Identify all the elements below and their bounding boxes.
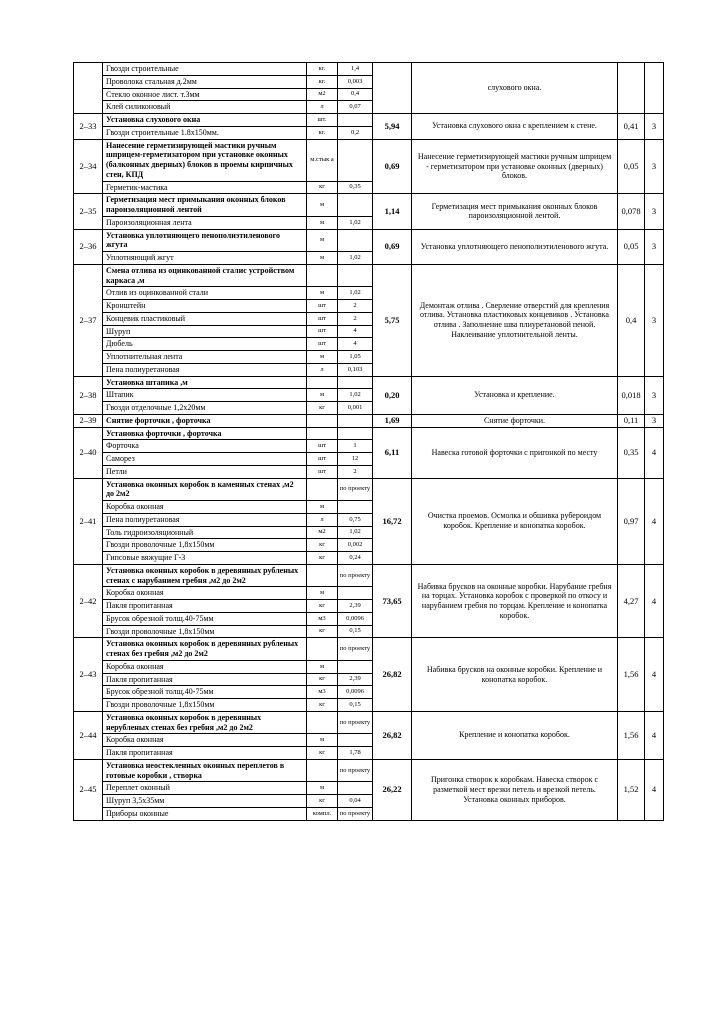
table-row (74, 376, 664, 389)
work-description: Установка и крепление. (412, 376, 618, 414)
unit-price: 16,72 (373, 478, 412, 564)
unit: шт. (307, 114, 338, 127)
material-name: Толь гидроизоляционный (103, 526, 307, 539)
material-name: Переплет оконный (103, 782, 307, 795)
unit: шт (307, 338, 338, 351)
unit: кг (307, 600, 338, 613)
quantity: 1,78 (338, 747, 373, 760)
table-row (74, 564, 664, 587)
material-name: Шуруп (103, 325, 307, 338)
work-title: Установка оконных коробок в деревянных рубленых стенах без гребня ,м2 до 2м2 (103, 638, 307, 661)
unit (307, 759, 338, 782)
quantity: по проекту (338, 711, 373, 734)
work-grade (645, 63, 664, 114)
unit-price (373, 63, 412, 114)
unit: кг (307, 539, 338, 552)
unit (307, 711, 338, 734)
material-name: Концевик пластиковый (103, 312, 307, 325)
work-title: Установка оконных коробок в деревянных нерубленых стенах без гребня ,м2 до 2м2 (103, 711, 307, 734)
quantity: по проекту (338, 807, 373, 820)
quantity: 0,15 (338, 699, 373, 712)
quantity: 1,02 (338, 389, 373, 402)
labor-norm: 0,05 (618, 229, 645, 264)
unit-price: 0,20 (373, 376, 412, 414)
quantity: 2 (338, 300, 373, 313)
material-name: Стекло оконное лист. т.3мм (103, 88, 307, 101)
unit: м.стык а (307, 139, 338, 181)
table-row (74, 638, 664, 661)
material-name: Клей силиконовый (103, 101, 307, 114)
labor-norm: 1,56 (618, 711, 645, 759)
unit: м (307, 287, 338, 300)
unit: кг (307, 402, 338, 415)
material-name: Коробка оконная (103, 587, 307, 600)
unit: шт (307, 300, 338, 313)
work-grade: 3 (645, 114, 664, 140)
unit: л (307, 363, 338, 376)
quantity (338, 414, 373, 427)
unit: шт (307, 325, 338, 338)
work-grade: 4 (645, 478, 664, 564)
quantity: 0,103 (338, 363, 373, 376)
quantity: по проекту (338, 478, 373, 501)
quantity: 0,003 (338, 75, 373, 88)
labor-norm: 1,56 (618, 638, 645, 712)
table-row (74, 414, 664, 427)
quantity: 1,05 (338, 351, 373, 364)
unit-price: 1,69 (373, 414, 412, 427)
quantity: 0,75 (338, 513, 373, 526)
unit (307, 478, 338, 501)
material-name: Саморез (103, 453, 307, 466)
quantity (338, 194, 373, 217)
material-name: Уплотняющий жгут (103, 252, 307, 265)
unit: л (307, 513, 338, 526)
item-code: 2–34 (74, 139, 103, 194)
work-description: Крепление и конопатка коробок. (412, 711, 618, 759)
unit: м (307, 782, 338, 795)
item-code: 2–44 (74, 711, 103, 759)
quantity: 1 (338, 440, 373, 453)
material-name: Петли (103, 465, 307, 478)
work-grade: 3 (645, 229, 664, 264)
unit: м2 (307, 88, 338, 101)
work-description: Набивка брусков на оконные коробки. Крепление и конопатка коробок. (412, 638, 618, 712)
unit (307, 414, 338, 427)
labor-norm: 0,11 (618, 414, 645, 427)
unit-price: 5,75 (373, 264, 412, 376)
table-row (74, 264, 664, 287)
work-grade: 4 (645, 759, 664, 820)
quantity (338, 587, 373, 600)
unit: м (307, 194, 338, 217)
material-name: Гвозди отделочные 1,2х20мм (103, 402, 307, 415)
unit: м (307, 734, 338, 747)
work-description: Очистка проемов. Осмолка и обшивка рубероидом коробок. Крепление и конопатка коробок. (412, 478, 618, 564)
work-description: Набивка брусков на оконные коробки. Нарубание гребня на торцах. Установка коробок с проверкой по откосу и нарубанием гребня по торцам. Крепление и конопатка коробок. (412, 564, 618, 638)
item-code: 2–35 (74, 194, 103, 229)
unit (307, 264, 338, 287)
unit: м (307, 389, 338, 402)
quantity: по проекту (338, 638, 373, 661)
unit: кг. (307, 63, 338, 76)
item-code: 2–42 (74, 564, 103, 638)
quantity: 2,39 (338, 673, 373, 686)
material-name: Приборы оконные (103, 807, 307, 820)
unit: л (307, 101, 338, 114)
material-name: Штапик (103, 389, 307, 402)
material-name: Пакля пропитанная (103, 747, 307, 760)
unit-price: 1,14 (373, 194, 412, 229)
unit: кг (307, 181, 338, 194)
work-title: Нанесение герметизирующей мастики ручным шприцем-герметизатором при установке оконных (балконных дверных) блоков в проемы кирпичных стен, КПД (103, 139, 307, 181)
table-row (74, 139, 664, 181)
quantity: по проекту (338, 564, 373, 587)
work-grade: 4 (645, 638, 664, 712)
quantity (338, 264, 373, 287)
material-name: Дюбель (103, 338, 307, 351)
work-grade: 3 (645, 264, 664, 376)
unit: кг (307, 747, 338, 760)
labor-norm (618, 63, 645, 114)
quantity (338, 427, 373, 440)
quantity: 2 (338, 312, 373, 325)
work-title: Смена отлива из оцинкованной сталис устройством каркаса ,м (103, 264, 307, 287)
labor-norm: 0,4 (618, 264, 645, 376)
material-name: Пена полиуретановая (103, 513, 307, 526)
unit: шт (307, 453, 338, 466)
material-name: Коробка оконная (103, 501, 307, 514)
table-row (74, 711, 664, 734)
unit: кг. (307, 75, 338, 88)
quantity: 1,02 (338, 252, 373, 265)
table-row (74, 63, 664, 76)
labor-norm: 0,41 (618, 114, 645, 140)
quantity: 0,4 (338, 88, 373, 101)
material-name: Гвозди строительные (103, 63, 307, 76)
material-name: Пена полиуретановая (103, 363, 307, 376)
material-name: Гвозди строительные 1.8х150мм. (103, 126, 307, 139)
work-grade: 4 (645, 711, 664, 759)
quantity (338, 660, 373, 673)
material-name: Коробка оконная (103, 734, 307, 747)
work-description: Герметизация мест примыкания оконных блоков пароизоляционной лентой. (412, 194, 618, 229)
quantity: 0,0096 (338, 612, 373, 625)
work-title: Установка оконных коробок в каменных стенах ,м2 до 2м2 (103, 478, 307, 501)
work-title: Установка форточки , форточка (103, 427, 307, 440)
labor-norm: 0,05 (618, 139, 645, 194)
item-code: 2–41 (74, 478, 103, 564)
material-name: Пакля пропитанная (103, 673, 307, 686)
unit (307, 638, 338, 661)
material-name: Герметик-мастика (103, 181, 307, 194)
material-name: Брусок обрезной толщ.40-75мм (103, 686, 307, 699)
unit-price: 5,94 (373, 114, 412, 140)
material-name: Гвозди проволочные 1,8х150мм (103, 699, 307, 712)
quantity: 1,02 (338, 526, 373, 539)
material-name: Гвозди проволочные 1,8х150мм (103, 625, 307, 638)
unit-price: 6,11 (373, 427, 412, 478)
work-grade: 3 (645, 194, 664, 229)
material-name: Кронштейн (103, 300, 307, 313)
unit: кг (307, 699, 338, 712)
quantity: 1,02 (338, 287, 373, 300)
work-title: Установка штапика ,м (103, 376, 307, 389)
quantity: 0,2 (338, 126, 373, 139)
quantity: 0,35 (338, 181, 373, 194)
item-code: 2–39 (74, 414, 103, 427)
material-name: Уплотнительная лента (103, 351, 307, 364)
material-name: Коробка оконная (103, 660, 307, 673)
price-table (73, 62, 664, 821)
unit: кг. (307, 126, 338, 139)
unit-price: 26,82 (373, 638, 412, 712)
item-code: 2–37 (74, 264, 103, 376)
unit: м (307, 216, 338, 229)
work-title: Установка неостекленных оконных переплетов в готовые коробки , створка (103, 759, 307, 782)
unit-price: 73,65 (373, 564, 412, 638)
work-grade: 3 (645, 414, 664, 427)
quantity (338, 114, 373, 127)
material-name: Шуруп 3,5х35мм (103, 795, 307, 808)
unit (307, 564, 338, 587)
unit: м2 (307, 526, 338, 539)
quantity (338, 376, 373, 389)
item-code: 2–38 (74, 376, 103, 414)
quantity: 0,002 (338, 539, 373, 552)
work-grade: 4 (645, 564, 664, 638)
material-name: Форточка (103, 440, 307, 453)
material-name: Отлив из оцинкованной стали (103, 287, 307, 300)
quantity: 0,24 (338, 552, 373, 565)
labor-norm: 1,52 (618, 759, 645, 820)
quantity: 12 (338, 453, 373, 466)
work-description: Пригонка створок к коробкам. Навеска створок с разметкой мест врезки петель и врезкой петель. Установка оконных приборов. (412, 759, 618, 820)
unit: кг (307, 795, 338, 808)
unit: м3 (307, 686, 338, 699)
labor-norm: 0,018 (618, 376, 645, 414)
quantity (338, 139, 373, 181)
material-name: Пакля пропитанная (103, 600, 307, 613)
unit-price: 26,22 (373, 759, 412, 820)
table-row (74, 114, 664, 127)
unit: кг (307, 552, 338, 565)
table-row (74, 427, 664, 440)
quantity: 4 (338, 325, 373, 338)
quantity: 1,02 (338, 216, 373, 229)
table-row (74, 759, 664, 782)
unit: м (307, 351, 338, 364)
work-grade: 3 (645, 139, 664, 194)
work-description: Установка слухового окна с креплением к стене. (412, 114, 618, 140)
quantity (338, 229, 373, 252)
quantity (338, 782, 373, 795)
work-description: Демонтаж отлива . Сверление отверстий для крепления отлива. Установка пластиковых концевиков . Установка отлива . Заполнение шва плиуретановой пеной. Наклеивание уплотнительной ленты. (412, 264, 618, 376)
unit: кг (307, 673, 338, 686)
table-row (74, 194, 664, 217)
quantity: по проекту (338, 759, 373, 782)
quantity: 2,39 (338, 600, 373, 613)
item-code: 2–36 (74, 229, 103, 264)
quantity (338, 734, 373, 747)
unit: шт (307, 312, 338, 325)
material-name: Гвозди проволочные 1,8х150мм (103, 539, 307, 552)
labor-norm: 0,35 (618, 427, 645, 478)
unit-price: 0,69 (373, 139, 412, 194)
work-description: Навеска готовой форточки с пригонкой по месту (412, 427, 618, 478)
item-code: 2–33 (74, 114, 103, 140)
unit: м (307, 229, 338, 252)
unit: компл. (307, 807, 338, 820)
item-code: 2–45 (74, 759, 103, 820)
work-grade: 3 (645, 376, 664, 414)
unit: м (307, 660, 338, 673)
unit: шт (307, 440, 338, 453)
work-description: Установка уплотняющего пенополиэтиленового жгута. (412, 229, 618, 264)
table-row (74, 478, 664, 501)
unit: м (307, 587, 338, 600)
work-title: Установка слухового окна (103, 114, 307, 127)
labor-norm: 4,27 (618, 564, 645, 638)
work-title: Снятие форточки , форточка (103, 414, 307, 427)
material-name: Брусок обрезной толщ.40-75мм (103, 612, 307, 625)
material-name: Проволока стальная д.2мм (103, 75, 307, 88)
unit: м3 (307, 612, 338, 625)
quantity: 0,07 (338, 101, 373, 114)
unit: кг (307, 625, 338, 638)
quantity: 0,001 (338, 402, 373, 415)
unit: шт (307, 465, 338, 478)
work-description: слухового окна. (412, 63, 618, 114)
work-description: Снятие форточки. (412, 414, 618, 427)
labor-norm: 0,97 (618, 478, 645, 564)
item-code (74, 63, 103, 114)
quantity: 0,0096 (338, 686, 373, 699)
work-title: Герметизация мест примыкания оконных блоков пароизоляционной лентой (103, 194, 307, 217)
unit (307, 376, 338, 389)
quantity: 0,15 (338, 625, 373, 638)
work-description: Нанесение герметизирующей мастики ручным шприцем - герметизатором при установке оконных (дверных) блоков. (412, 139, 618, 194)
labor-norm: 0,078 (618, 194, 645, 229)
quantity: 4 (338, 338, 373, 351)
work-title: Установка уплотняющего пенополиэтиленового жгута (103, 229, 307, 252)
quantity: 2 (338, 465, 373, 478)
quantity: 0,04 (338, 795, 373, 808)
table-row (74, 229, 664, 252)
unit-price: 0,69 (373, 229, 412, 264)
item-code: 2–43 (74, 638, 103, 712)
unit: м (307, 252, 338, 265)
work-title: Установка оконных коробок в деревянных рубленых стенах с нарубанием гребня ,м2 до 2м2 (103, 564, 307, 587)
unit-price: 26,82 (373, 711, 412, 759)
material-name: Гипсовые вяжущие Г-3 (103, 552, 307, 565)
unit (307, 427, 338, 440)
quantity: 1,4 (338, 63, 373, 76)
unit: м (307, 501, 338, 514)
item-code: 2–40 (74, 427, 103, 478)
material-name: Пароизоляционная лента (103, 216, 307, 229)
quantity (338, 501, 373, 514)
work-grade: 4 (645, 427, 664, 478)
